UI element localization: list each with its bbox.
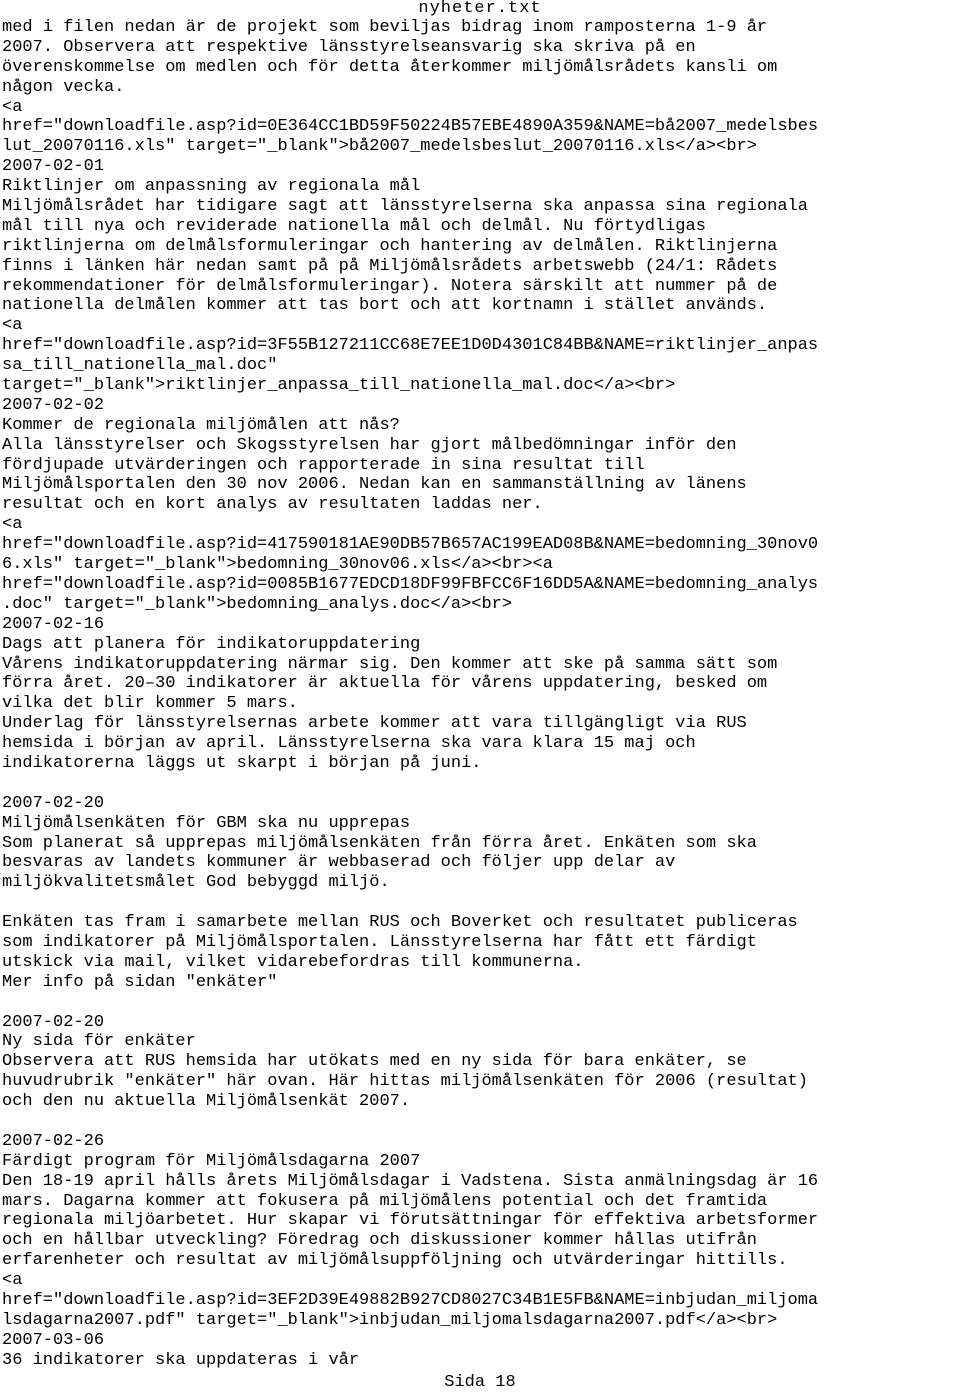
text-line: Observera att RUS hemsida har utökats med en ny sida för bara enkäter, se	[2, 1052, 747, 1072]
text-line: Kommer de regionala miljömålen att nås?	[2, 415, 400, 435]
text-line: huvudrubrik "enkäter" här ovan. Här hittas miljömålsenkäten för 2006 (resultat)	[2, 1072, 808, 1092]
text-line: <a	[2, 515, 23, 535]
text-line: href="downloadfile.asp?id=0085B1677EDCD18DF99FBFCC6F16DD5A&NAME=bedomning_analys	[2, 574, 819, 594]
text-line: överenskommelse om medlen och för detta återkommer miljömålsrådets kansli om	[2, 57, 778, 77]
text-line: mål till nya och reviderade nationella mål och delmål. Nu förtydligas	[2, 216, 706, 236]
text-line: riktlinjerna om delmålsformuleringar och hantering av delmålen. Riktlinjerna	[2, 236, 778, 256]
text-line: indikatorerna läggs ut skarpt i början på juni.	[2, 753, 482, 773]
text-line: Enkäten tas fram i samarbete mellan RUS och Boverket och resultatet publiceras	[2, 913, 798, 933]
text-line: Miljömålsenkäten för GBM ska nu upprepas	[2, 813, 411, 833]
text-line: Miljömålsportalen den 30 nov 2006. Nedan kan en sammanställning av länens	[2, 475, 747, 495]
text-line: Färdigt program för Miljömålsdagarna 2007	[2, 1151, 421, 1171]
text-line: besvaras av landets kommuner är webbaserad och följer upp delar av	[2, 853, 676, 873]
text-line: med i filen nedan är de projekt som beviljas bidrag inom ramposterna 1-9 år	[2, 18, 768, 37]
text-line: 2007-03-06	[2, 1330, 105, 1350]
text-line: <a	[2, 1271, 23, 1291]
text-line: 2007-02-26	[2, 1131, 105, 1151]
text-line	[2, 993, 958, 1013]
text-line: utskick via mail, vilket vidarebefordras till kommunerna.	[2, 952, 584, 972]
text-line: miljökvalitetsmålet God bebyggd miljö.	[2, 873, 390, 893]
text-line: vilka det blir kommer 5 mars.	[2, 694, 298, 714]
text-line: Miljömålsrådet har tidigare sagt att länsstyrelserna ska anpassa sina regionala	[2, 197, 808, 217]
text-line: finns i länken här nedan samt på på Miljömålsrådets arbetswebb (24/1: Rådets	[2, 256, 778, 276]
text-line: fördjupade utvärderingen och rapporterade in sina resultat till	[2, 455, 645, 475]
text-line: hemsida i början av april. Länsstyrelserna ska vara klara 15 maj och	[2, 734, 696, 754]
text-line: erfarenheter och resultat av miljömålsuppföljning och utvärderingar hittills.	[2, 1251, 788, 1271]
text-line: nationella delmålen kommer att tas bort och att kortnamn i stället används.	[2, 296, 768, 316]
text-line: 2007-02-16	[2, 614, 105, 634]
text-line: Den 18-19 april hålls årets Miljömålsdagar i Vadstena. Sista anmälningsdag är 16	[2, 1171, 819, 1191]
text-line: någon vecka.	[2, 77, 125, 97]
page-title: nyheter.txt	[418, 0, 542, 18]
text-line: 2007-02-20	[2, 1012, 105, 1032]
document-body	[2, 18, 958, 1371]
text-line: 2007-02-01	[2, 157, 105, 177]
text-line: href="downloadfile.asp?id=0E364CC1BD59F50224B57EBE4890A359&NAME=bå2007_medelsbes	[2, 117, 819, 137]
text-line: target="_blank">riktlinjer_anpassa_till_nationella_mal.doc</a><br>	[2, 376, 676, 396]
text-line: href="downloadfile.asp?id=3F55B127211CC68E7EE1D0D4301C84BB&NAME=riktlinjer_anpas	[2, 336, 819, 356]
text-line: lsdagarna2007.pdf" target="_blank">inbjudan_miljomalsdagarna2007.pdf</a><br>	[2, 1310, 778, 1330]
text-line: resultat och en kort analys av resultaten laddas ner.	[2, 495, 543, 515]
text-line: och en hållbar utveckling? Föredrag och diskussioner kommer hållas utifrån	[2, 1231, 757, 1251]
text-line: 36 indikatorer ska uppdateras i vår	[2, 1350, 360, 1370]
text-line: 6.xls" target="_blank">bedomning_30nov06.xls</a><br><a	[2, 555, 553, 575]
text-line	[2, 893, 958, 913]
text-line: regionala miljöarbetet. Hur skapar vi förutsättningar för effektiva arbetsformer	[2, 1211, 819, 1231]
text-line	[2, 774, 958, 794]
text-line: Dags att planera för indikatoruppdatering	[2, 634, 421, 654]
text-line: och den nu aktuella Miljömålsenkät 2007.	[2, 1092, 411, 1112]
text-line	[2, 1112, 958, 1132]
text-line: Alla länsstyrelser och Skogsstyrelsen har gjort målbedömningar inför den	[2, 435, 737, 455]
page-number: Sida 18	[444, 1373, 516, 1392]
text-line: .doc" target="_blank">bedomning_analys.doc</a><br>	[2, 594, 513, 614]
text-line: mars. Dagarna kommer att fokusera på miljömålens potential och det framtida	[2, 1191, 768, 1211]
text-line: sa_till_nationella_mal.doc"	[2, 356, 278, 376]
text-line: href="downloadfile.asp?id=417590181AE90DB57B657AC199EAD08B&NAME=bedomning_30nov0	[2, 535, 819, 555]
text-line: lut_20070116.xls" target="_blank">bå2007_medelsbeslut_20070116.xls</a><br>	[2, 137, 757, 157]
text-line: Riktlinjer om anpassning av regionala mål	[2, 177, 421, 197]
text-line: 2007-02-20	[2, 793, 105, 813]
text-line: Mer info på sidan "enkäter"	[2, 972, 278, 992]
text-line: href="downloadfile.asp?id=3EF2D39E49882B927CD8027C34B1E5FB&NAME=inbjudan_miljoma	[2, 1291, 819, 1310]
text-line: Ny sida för enkäter	[2, 1032, 196, 1052]
text-line: Som planerat så upprepas miljömålsenkäten från förra året. Enkäten som ska	[2, 833, 757, 853]
text-line: rekommendationer för delmålsformuleringar). Notera särskilt att nummer på de	[2, 276, 778, 296]
text-line: 2007. Observera att respektive länsstyrelseansvarig ska skriva på en	[2, 37, 696, 57]
text-line: <a	[2, 97, 23, 117]
text-line: förra året. 20–30 indikatorer är aktuella för vårens uppdatering, besked om	[2, 674, 768, 694]
text-line: Vårens indikatoruppdatering närmar sig. Den kommer att ske på samma sätt som	[2, 654, 778, 674]
text-line: Underlag för länsstyrelsernas arbete kommer att vara tillgängligt via RUS	[2, 714, 747, 734]
text-line: 2007-02-02	[2, 395, 105, 415]
text-line: som indikatorer på Miljömålsportalen. Länsstyrelserna har fått ett färdigt	[2, 932, 757, 952]
text-line: <a	[2, 316, 23, 336]
